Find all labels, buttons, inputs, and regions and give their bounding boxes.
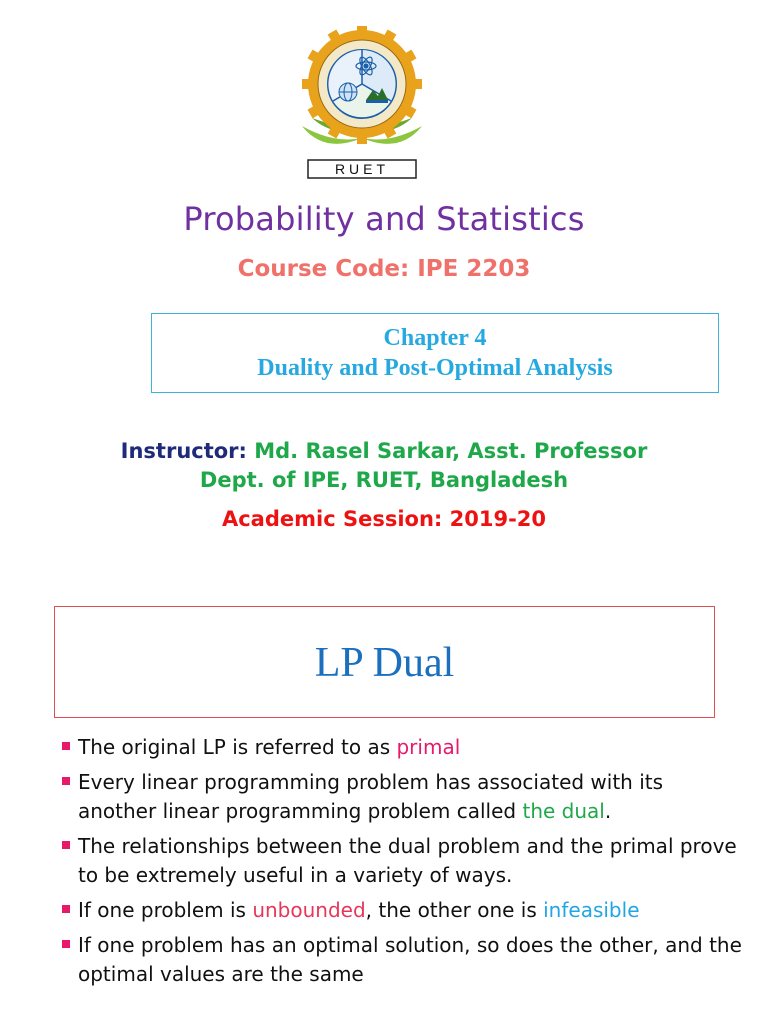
lp-dual-title-box xyxy=(54,606,715,718)
lp-dual-title: LP Dual xyxy=(314,640,455,686)
list-item: The relationships between the dual problem and the primal prove to be extremely useful in a variety of ways. xyxy=(62,832,742,890)
list-item: If one problem is unbounded, the other one is infeasible xyxy=(62,896,742,925)
bullet-square-icon xyxy=(62,940,70,948)
bullet-square-icon xyxy=(62,841,70,849)
bullet-square-icon xyxy=(62,742,70,750)
instructor-block xyxy=(0,437,768,495)
list-item: If one problem has an optimal solution, so does the other, and the optimal values are the same xyxy=(62,931,742,989)
chapter-title: Duality and Post-Optimal Analysis xyxy=(257,355,613,381)
department: Dept. of IPE, RUET, Bangladesh xyxy=(199,468,569,492)
bullet-square-icon xyxy=(62,905,70,913)
instructor-name: Md. Rasel Sarkar, Asst. Professor xyxy=(254,439,648,463)
instructor-label: Instructor: xyxy=(120,439,247,463)
course-title: Probability and Statistics xyxy=(183,200,585,238)
ruet-logo xyxy=(294,26,430,182)
ruet-emblem-icon xyxy=(294,26,430,182)
ruet-label: RUET xyxy=(334,161,390,177)
chapter-box xyxy=(151,313,719,393)
course-code: Course Code: IPE 2203 xyxy=(237,256,531,282)
chapter-number: Chapter 4 xyxy=(383,325,487,351)
academic-session: Academic Session: 2019-20 xyxy=(221,507,547,531)
list-item: Every linear programming problem has associated with its another linear programming problem called the dual. xyxy=(62,768,742,826)
bullet-list xyxy=(62,733,742,995)
bullet-square-icon xyxy=(62,777,70,785)
list-item: The original LP is referred to as primal xyxy=(62,733,742,762)
